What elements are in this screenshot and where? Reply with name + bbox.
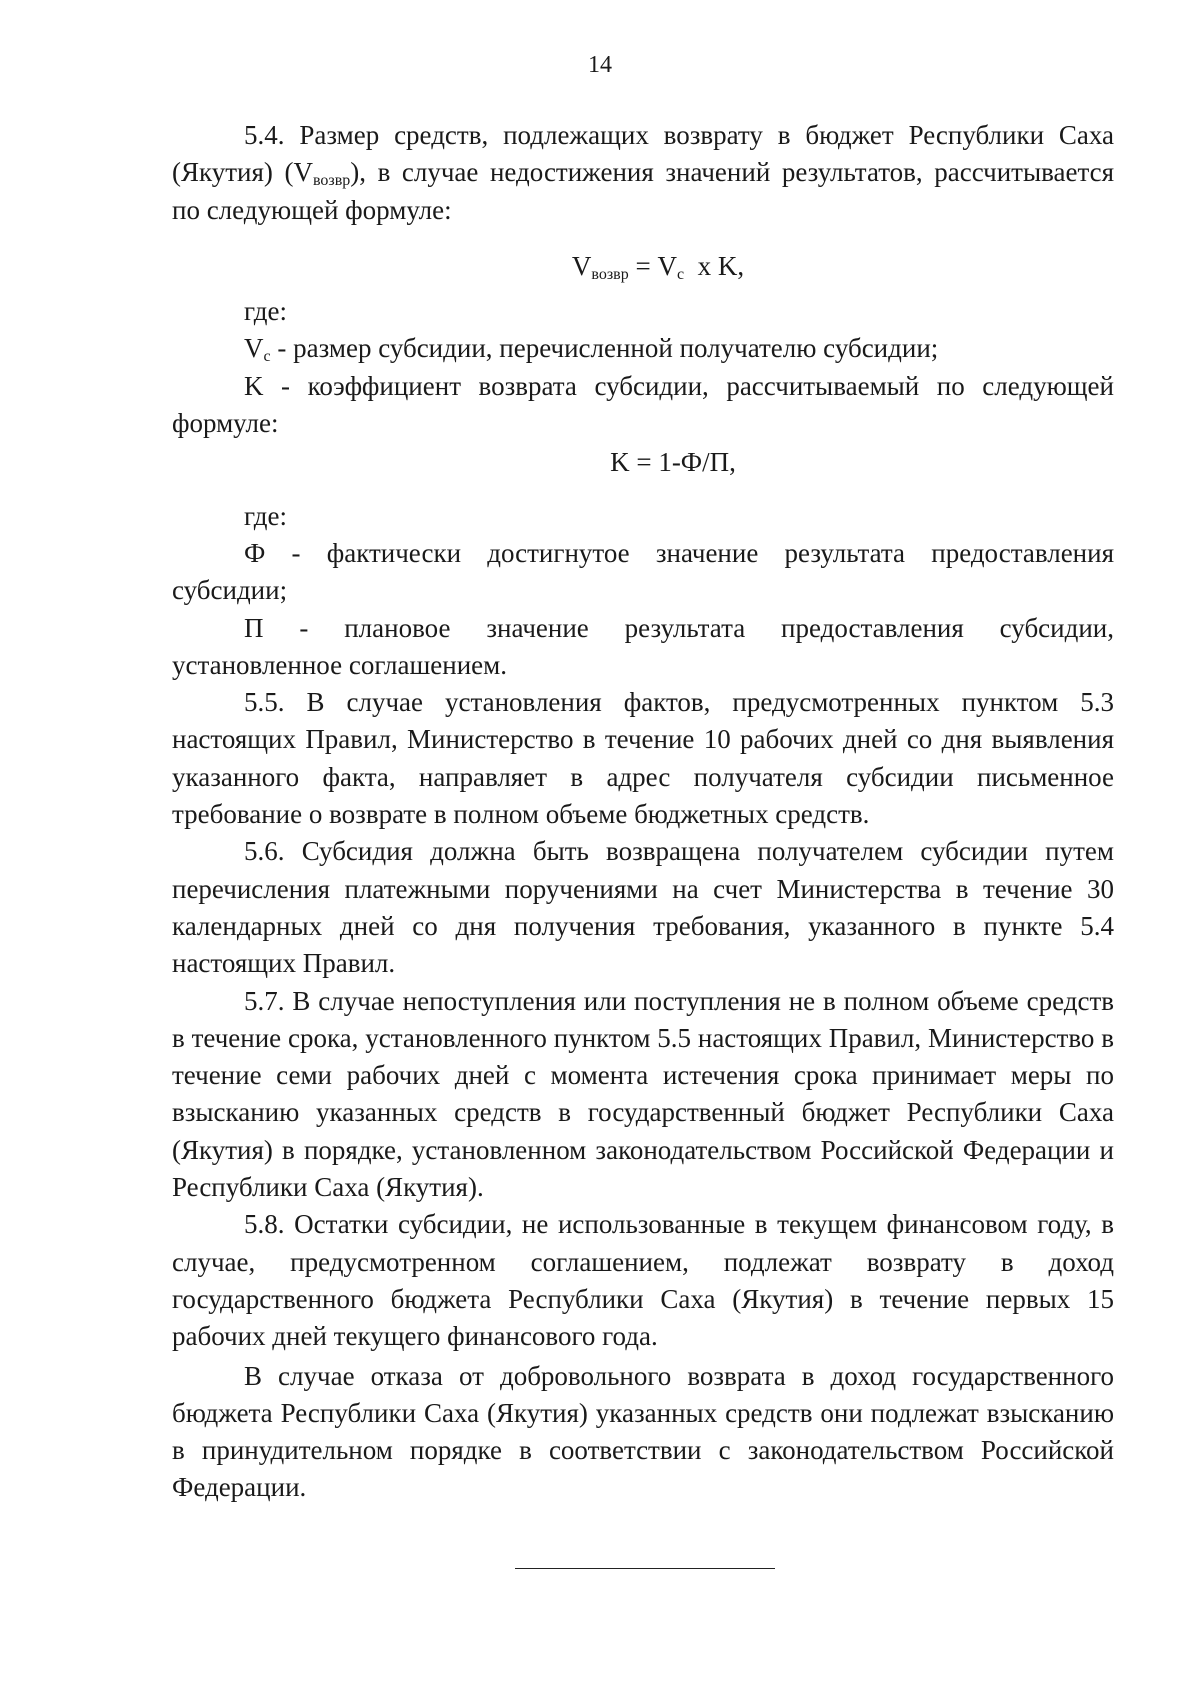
formula-1-lhs: V xyxy=(571,250,592,281)
paragraph-5-4-text-b: ), в случае недостижения значений результатов, рассчитывается по следующей формуле: xyxy=(172,157,1114,225)
definition-vc-text: - размер субсидии, перечисленной получателю субсидии; xyxy=(270,333,939,364)
paragraph-5-5: 5.5. В случае установления фактов, предусмотренных пунктом 5.3 настоящих Правил, Министерство в течение 10 рабочих дней со дня выявления указанного факта, направляет в адрес получателя субсидии письменное требование о возврате в полном объеме бюджетных средств. xyxy=(172,687,1114,830)
definition-p: П - плановое значение результата предоставления субсидии, установленное соглашением. xyxy=(172,612,1114,680)
formula-1-eq: = V xyxy=(628,250,677,281)
paragraph-5-8: 5.8. Остатки субсидии, не использованные в текущем финансовом году, в случае, предусмотренном соглашением, подлежат возврату в доход государственного бюджета Республики Саха (Якутия) в течение первых 15 рабочих дней текущего финансового года. xyxy=(172,1209,1114,1352)
v-return-subscript: возвр xyxy=(312,172,351,190)
formula-return-amount xyxy=(172,229,1114,291)
paragraph-5-7: 5.7. В случае непоступления или поступления не в полном объеме средств в течение срока, установленного пунктом 5.5 настоящих Правил, Министерство в течение семи рабочих дней с момента истечения срока принимает меры по взысканию указанных средств в государственный бюджет Республики Саха (Якутия) в порядке, установленном законодательством Российской Федерации и Республики Саха (Якутия). xyxy=(172,985,1114,1203)
paragraph-5-4 xyxy=(172,117,1114,229)
formula-coefficient-k: K = 1-Ф/П, xyxy=(610,447,736,478)
paragraph-5-6: 5.6. Субсидия должна быть возвращена получателем субсидии путем перечисления платежными поручениями на счет Министерства в течение 30 календарных дней со дня получения требования, указанного в пункте 5.4 настоящих Правил. xyxy=(172,836,1114,979)
page-number: 14 xyxy=(588,52,612,78)
end-of-document-rule xyxy=(515,1568,775,1569)
paragraph-refusal: В случае отказа от добровольного возврата в доход государственного бюджета Республики Саха (Якутия) указанных средств они подлежат взысканию в принудительном порядке в соответствии с законодательством Российской Федерации. xyxy=(172,1360,1114,1503)
where-label-1: где: xyxy=(244,296,287,327)
where-label-2: где: xyxy=(244,500,287,531)
definition-k: K - коэффициент возврата субсидии, рассчитываемый по следующей формуле: xyxy=(172,370,1114,439)
formula-1-rhs-subscript: c xyxy=(676,265,685,283)
definition-vc-subscript: c xyxy=(263,348,271,366)
definition-vc-symbol: V xyxy=(244,333,264,364)
document-body xyxy=(172,117,1114,1507)
formula-1-tail: x K, xyxy=(684,250,745,281)
formula-1-lhs-subscript: возвр xyxy=(591,265,629,283)
definition-vc xyxy=(172,330,1114,367)
definition-f: Ф - фактически достигнутое значение результата предоставления субсидии; xyxy=(172,537,1114,606)
paragraph-5-4-text-a: 5.4. Размер средств, подлежащих возврату в бюджет Республики Саха (Якутия) (V xyxy=(172,120,1114,188)
